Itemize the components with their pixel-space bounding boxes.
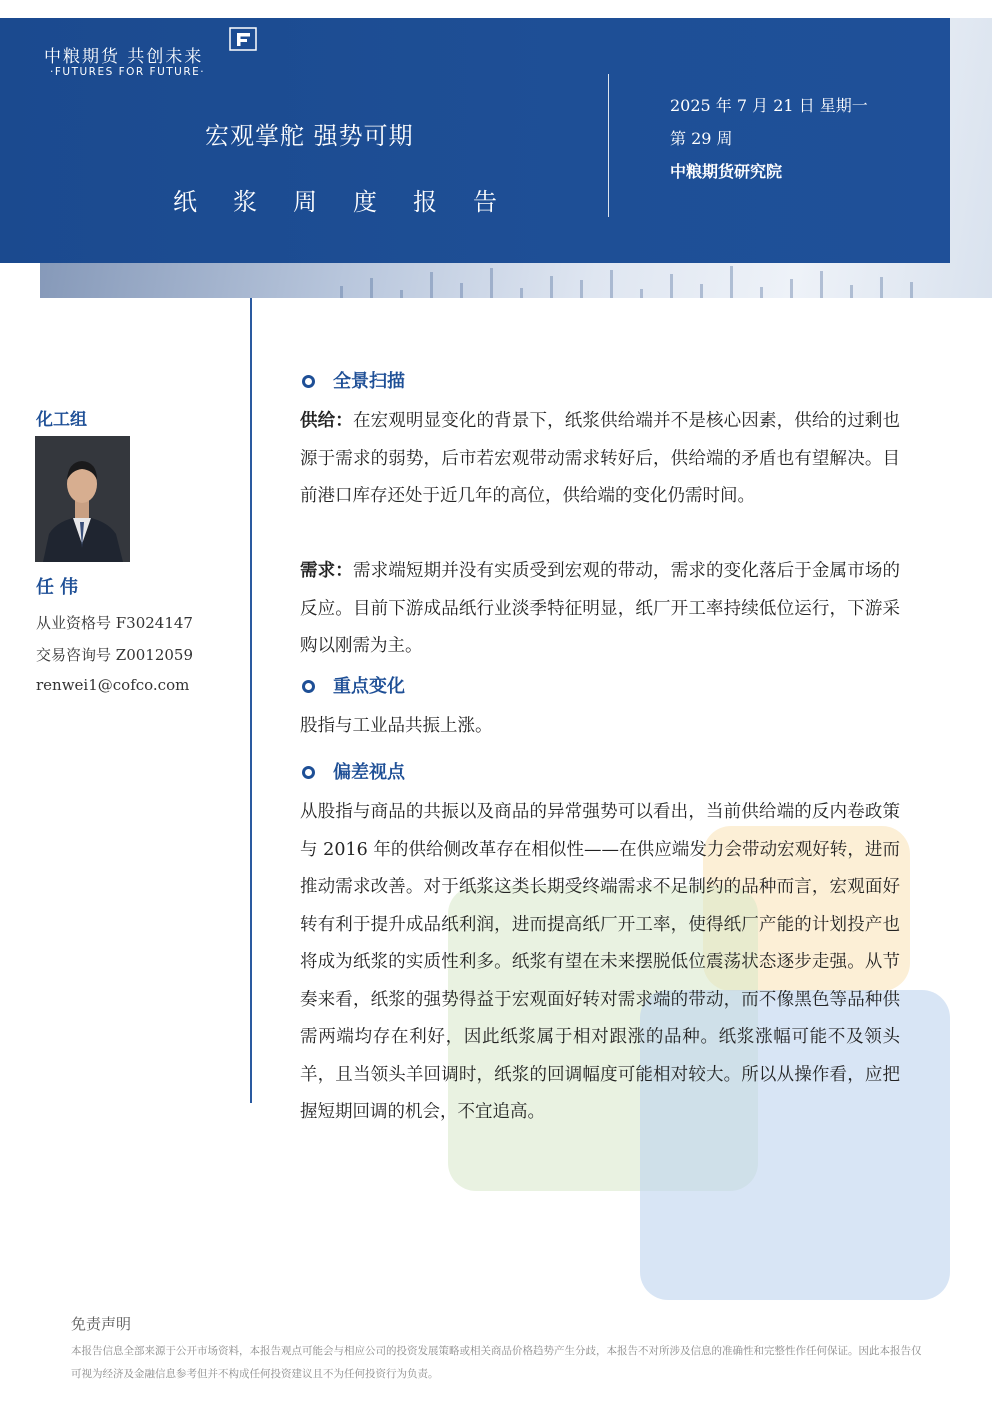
author-consult-number: 交易咨询号 Z0012059 — [36, 646, 193, 664]
decor-bar — [730, 266, 733, 298]
section-title: 重点变化 — [333, 676, 405, 697]
report-week: 第 29 周 — [670, 129, 733, 148]
paragraph-view: 从股指与商品的共振以及商品的异常强势可以看出，当前供给端的反内卷政策与 2016 年的供给侧改革存在相似性——在供应端发力会带动宏观好转，进而推动需求改善。对于纸浆这类长期受终端需求不足制约的品种而言，宏观面好转有利于提升成品纸利润，进而提高纸厂开工率，使得纸厂产能的计划投产也将成为纸浆的实质性利多。纸浆有望在未来摆脱低位震荡状态逐步走强。从节奏来看，纸浆的强势得益于宏观面好转对需求端的带动，而不像黑色等品种供需两端均存在利好，因此纸浆属于相对跟涨的品种。纸浆涨幅可能不及领头羊，且当领头羊回调时，纸浆的回调幅度可能相对较大。所以从操作看，应把握短期回调的机会，不宜追高。 — [300, 802, 900, 1122]
decor-bar — [490, 268, 493, 298]
decor-bar — [640, 289, 643, 298]
decor-bar — [550, 276, 553, 298]
header-decor-bars — [340, 263, 960, 298]
logo-text-cn: 中粮期货 共创未来 — [44, 47, 204, 67]
circle-bullet-icon — [302, 766, 315, 779]
demand-text: 需求端短期并没有实质受到宏观的带动，需求的变化落后于金属市场的反应。目前下游成品纸行业淡季特征明显，纸厂开工率持续低位运行，下游采购以刚需为主。 — [300, 561, 901, 656]
header-divider — [608, 74, 609, 217]
decor-bar — [460, 283, 463, 298]
decor-bar — [340, 286, 343, 298]
brand-logo-icon — [229, 27, 257, 51]
report-title: 纸浆周度报告 — [173, 188, 533, 216]
circle-bullet-icon — [302, 680, 315, 693]
paragraph-supply — [300, 403, 900, 516]
author-photo — [35, 436, 130, 562]
paragraph-key-change: 股指与工业品共振上涨。 — [300, 716, 493, 736]
author-name: 任伟 — [36, 577, 84, 598]
decor-bar — [520, 288, 523, 298]
logo-text-en: ·FUTURES FOR FUTURE· — [50, 66, 206, 78]
disclaimer-text: 本报告信息全部来源于公开市场资料，本报告观点可能会与相应公司的投资发展策略或相关商品价格趋势产生分歧，本报告不对所涉及信息的准确性和完整性作任何保证。因此本报告仅可视为经济及金融信息参考但并不构成任何投资建议且不为任何投资行为负责。 — [71, 1345, 922, 1380]
institute-name: 中粮期货研究院 — [670, 162, 783, 181]
decor-bar — [880, 277, 883, 298]
section-heading-overview — [302, 367, 405, 393]
decor-bar — [430, 272, 433, 298]
decor-bar — [580, 280, 583, 298]
decor-bar — [670, 274, 673, 298]
author-license: 从业资格号 F3024147 — [36, 614, 193, 632]
circle-bullet-icon — [302, 375, 315, 388]
author-portrait-icon — [35, 436, 130, 562]
disclaimer-title: 免责声明 — [71, 1315, 132, 1333]
section-title: 偏差视点 — [333, 762, 405, 783]
decor-bar — [850, 285, 853, 298]
report-date: 2025 年 7 月 21 日 星期一 — [670, 96, 868, 115]
author-email[interactable]: renwei1@cofco.com — [36, 676, 190, 694]
demand-label: 需求： — [300, 561, 353, 581]
decor-bar — [700, 284, 703, 298]
supply-label: 供给： — [300, 411, 353, 431]
supply-text: 在宏观明显变化的背景下，纸浆供给端并不是核心因素，供给的过剩也源于需求的弱势，后市若宏观带动需求转好后，供给端的矛盾也有望解决。目前港口库存还处于近几年的高位，供给端的变化仍需时间。 — [300, 411, 901, 506]
section-title: 全景扫描 — [333, 371, 405, 392]
decor-bar — [760, 287, 763, 298]
decor-bar — [820, 271, 823, 298]
section-heading-key-change — [302, 672, 405, 698]
decor-bar — [400, 290, 403, 298]
decor-bar — [610, 270, 613, 298]
section-heading-view — [302, 758, 405, 784]
decor-bar — [790, 279, 793, 298]
paragraph-demand — [300, 553, 900, 666]
column-divider — [250, 298, 252, 1103]
decor-bar — [370, 278, 373, 298]
report-slogan: 宏观掌舵 强势可期 — [205, 122, 414, 150]
author-group: 化工组 — [36, 410, 87, 430]
decor-bar — [910, 282, 913, 298]
